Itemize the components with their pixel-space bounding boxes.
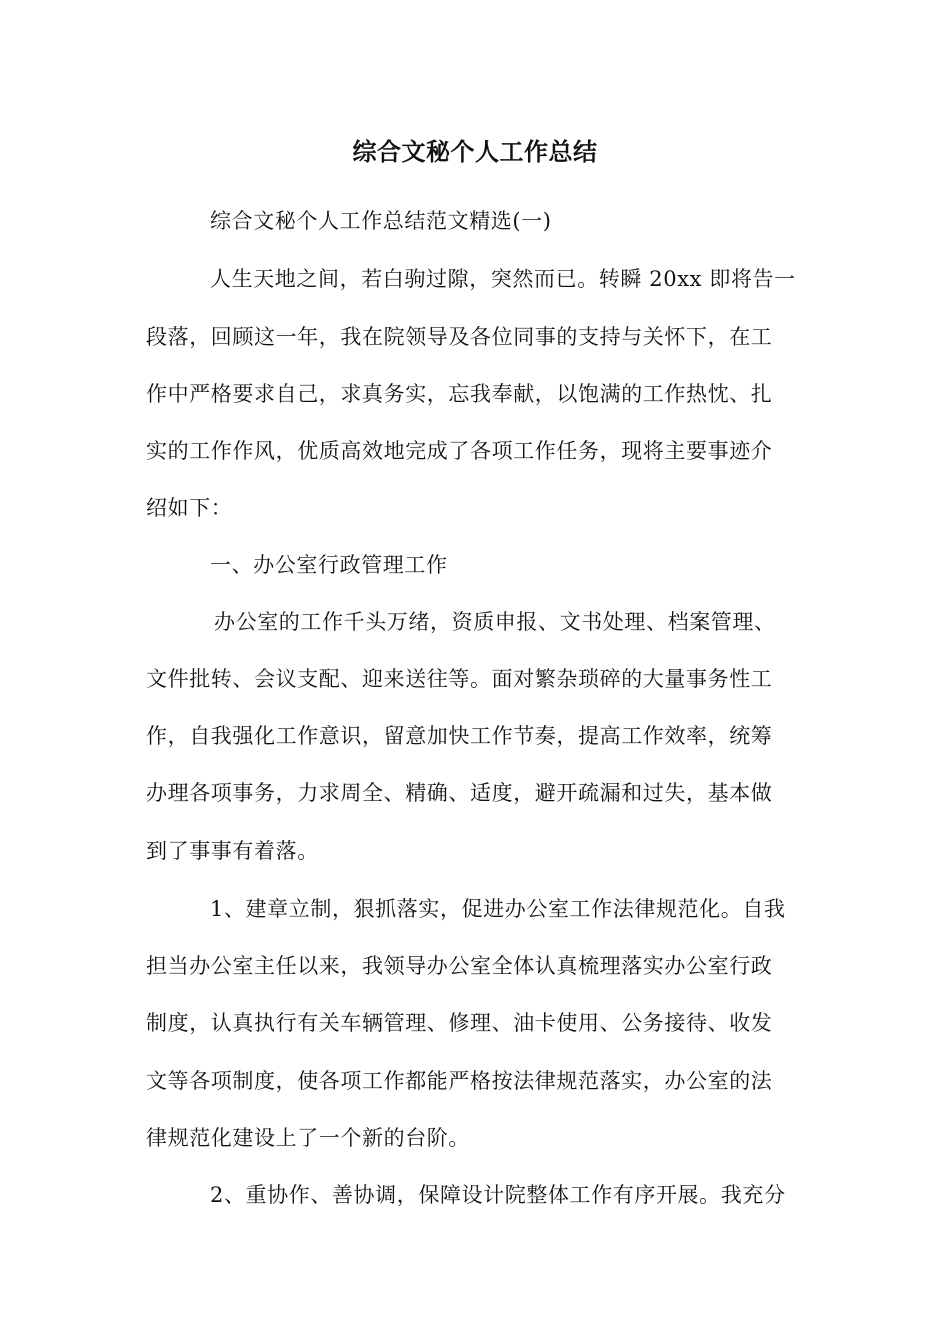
paragraph-line: 实的工作作风，优质高效地完成了各项工作任务，现将主要事迹介 [146, 439, 773, 463]
paragraph-line: 2、重协作、善协调，保障设计院整体工作有序开展。我充分 [210, 1183, 786, 1207]
paragraph-line: 作中严格要求自己，求真务实，忘我奉献，以饱满的工作热忱、扎 [146, 382, 773, 406]
paragraph-line: 绍如下： [146, 496, 233, 520]
paragraph-line: 到了事事有着落。 [146, 839, 319, 863]
paragraph-line: 作，自我强化工作意识，留意加快工作节奏，提高工作效率，统筹 [146, 724, 773, 748]
paragraph-line: 文件批转、会议支配、迎来送往等。面对繁杂琐碎的大量事务性工 [146, 667, 773, 691]
paragraph-line: 人生天地之间，若白驹过隙，突然而已。转瞬 20xx 即将告一 [210, 267, 796, 291]
paragraph-line: 律规范化建设上了一个新的台阶。 [146, 1126, 470, 1150]
paragraph-line: 段落，回顾这一年，我在院领导及各位同事的支持与关怀下，在工 [146, 325, 773, 349]
section-heading: 一、办公室行政管理工作 [210, 553, 448, 577]
paragraph-line: 办公室的工作千头万绪，资质申报、文书处理、档案管理、 [214, 610, 776, 634]
paragraph-line: 1、建章立制，狠抓落实，促进办公室工作法律规范化。自我 [210, 897, 786, 921]
document-title: 综合文秘个人工作总结 [352, 137, 598, 166]
paragraph-line: 担当办公室主任以来，我领导办公室全体认真梳理落实办公室行政 [146, 954, 773, 978]
paragraph-line: 办理各项事务，力求周全、精确、适度，避开疏漏和过失，基本做 [146, 781, 773, 805]
paragraph-line: 制度，认真执行有关车辆管理、修理、油卡使用、公务接待、收发 [146, 1011, 773, 1035]
paragraph-line: 文等各项制度，使各项工作都能严格按法律规范落实，办公室的法 [146, 1069, 773, 1093]
subtitle-line: 综合文秘个人工作总结范文精选(一) [210, 209, 552, 233]
